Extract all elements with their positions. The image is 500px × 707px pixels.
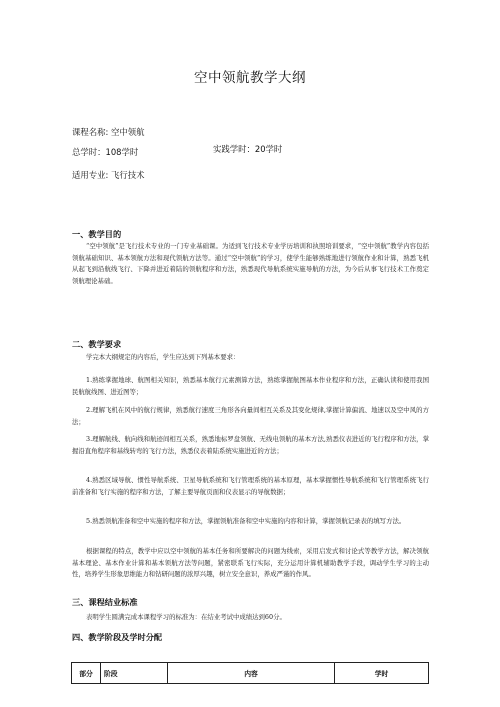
- table-header-part: 部分: [72, 663, 101, 684]
- course-name-label: 课程名称:: [72, 127, 109, 137]
- schedule-table: [71, 662, 429, 684]
- requirements-intro: 学完本大纲规定的内容后，学生应达到下列基本要求：: [86, 353, 240, 361]
- table-header-row: [72, 663, 429, 684]
- teaching-method-paragraph: 根据课程的特点，教学中应以空中领航的基本任务和所要解决的问题为线索，采用启发式和讨论式等教学方法，解决领航基本理论、基本作业计算和基本领航方法等问题，紧密联系飞行实际，充分运用计算机辅助教学手段，调动学生学习的主动性，培养学生形象思维能力和钻研问题的浓厚兴趣，树立安全意识，养成严谨的作风。: [72, 547, 429, 579]
- table-header-hours: 学时: [335, 663, 429, 684]
- section-heading-completion: 三、课程结业标准: [72, 597, 138, 607]
- course-name-row: [72, 126, 145, 138]
- major-row: [72, 169, 145, 181]
- requirement-item-3: 3.理解航线、航向线和航迹间相互关系，熟悉地标罗盘领航、无线电领航的基本方法,熟悉仪表进近的飞行程序和方法，掌握沿直角程序和基线转弯的飞行方法，熟悉仪表着陆系统实施进近的方法；: [72, 435, 429, 455]
- section-heading-requirements: 二、教学要求: [72, 339, 122, 349]
- section-heading-schedule: 四、教学阶段及学时分配: [72, 632, 163, 642]
- major-value: 飞行技术: [111, 170, 145, 180]
- section-heading-purpose: 一、教学目的: [72, 229, 122, 239]
- document-title: 空中领航教学大纲: [194, 70, 306, 86]
- table-header-stage: 阶段: [101, 663, 168, 684]
- practice-hours: 实践学时：20学时: [213, 144, 283, 154]
- total-hours: 总学时：108学时: [72, 147, 139, 157]
- completion-paragraph: 表明学生圆满完成本课程学习的标准为：在结业考试中成绩达到60分。: [86, 613, 286, 621]
- requirement-item-4: 4.熟悉区域导航、惯性导航系统、卫星导航系统和飞行管理系统的基本原理，基本掌握惯性导航系统和飞行管理系统飞行前准备和飞行实施的程序和方法，了解主要导航页面和仪表显示的导航数据；: [72, 476, 429, 496]
- purpose-paragraph: “空中领航”是飞行技术专业的一门专业基础课。为适到飞行技术专业学历培训和执照培训要求，“空中领航”教学内容包括领航基础知识、基本领航方法和现代领航方法等。通过“空中领航”的学习，使学生能够熟练地进行领航作业和计算，熟悉飞机从起飞到沿航线飞行、下降并进近着陆的领航程序和方法，熟悉现代导航系统实施导航的方法，为今后从事飞行技术工作奠定领航理论基础。: [72, 242, 429, 285]
- requirement-item-2: 2.理解飞机在风中的航行规律，熟悉航行速度三角形各向量间相互关系及其变化规律,掌握计算偏流、地速以及空中风的方法；: [72, 406, 429, 426]
- table-header-content: 内容: [168, 663, 335, 684]
- major-label: 适用专业:: [72, 170, 109, 180]
- course-name-value: 空中领航: [111, 127, 145, 137]
- requirement-item-5: 5.熟悉领航准备和空中实施的程序和方法，掌握领航准备和空中实施的内容和计算，掌握领航记录表的填写方法。: [86, 517, 406, 525]
- requirement-item-1: 1.熟练掌握地球、航图相关知识，熟悉基本航行元素测算方法，熟练掌握航图基本作业程序和方法，正确认读和使用我国民航航线图、进近图等；: [72, 376, 429, 396]
